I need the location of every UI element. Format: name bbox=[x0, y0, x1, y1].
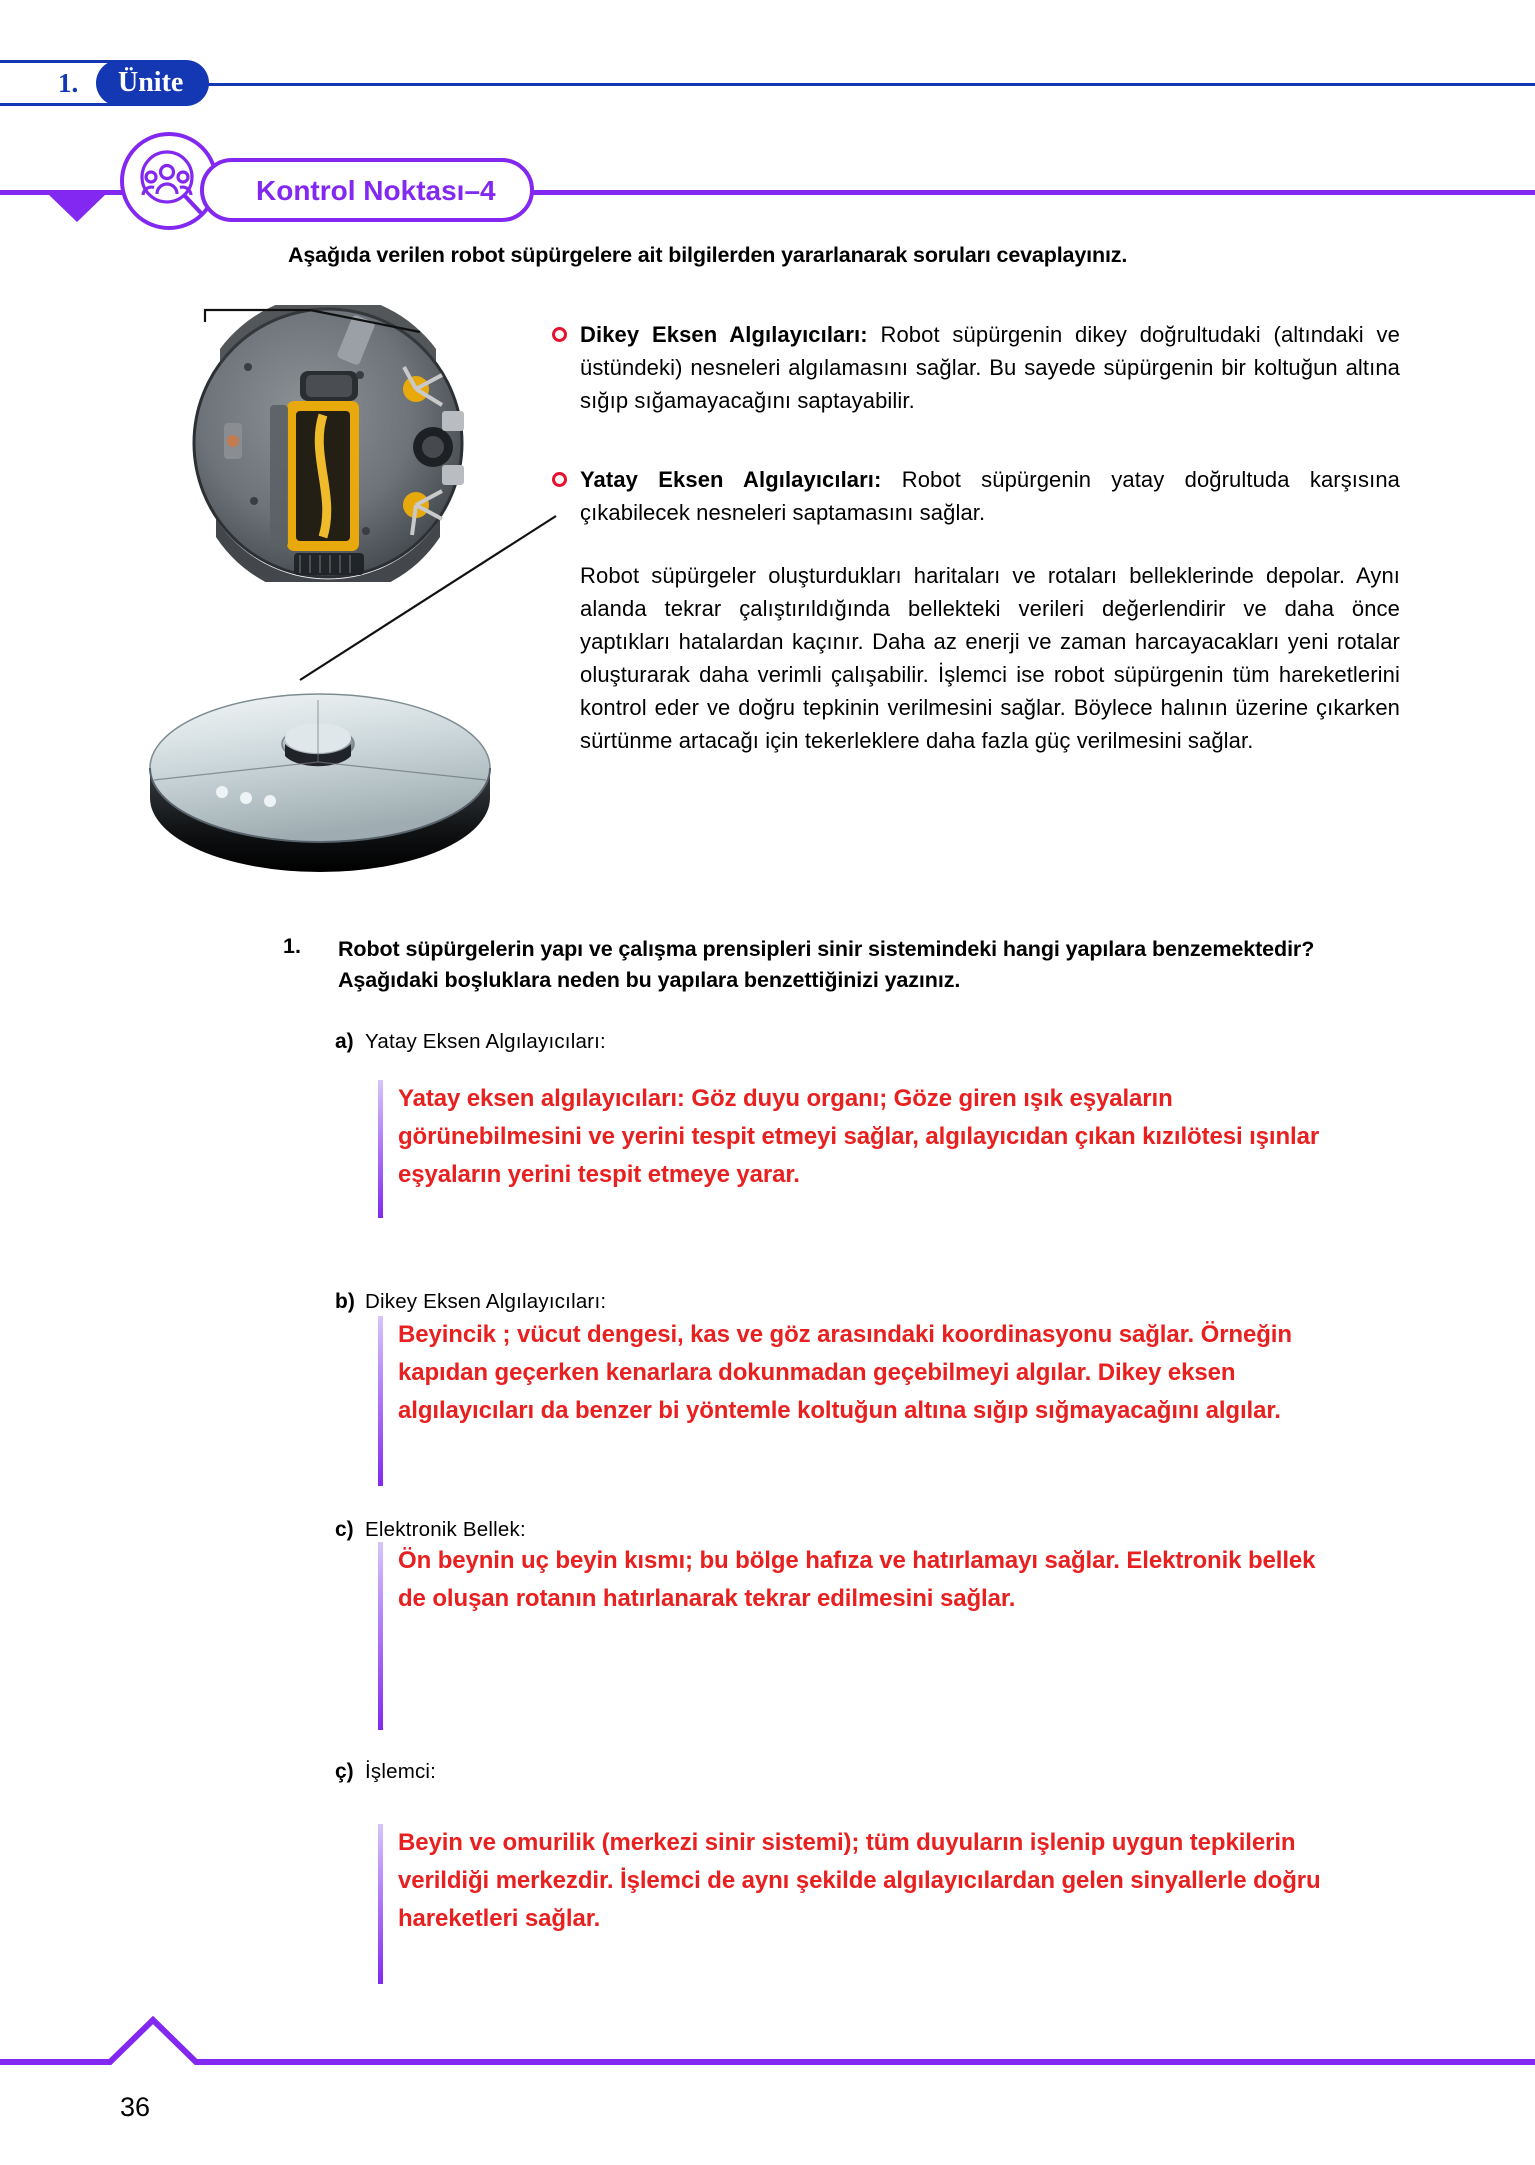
info-body-memory: Robot süpürgeler oluşturdukları haritaları ve rotaları belleklerinde depolar. Aynı alanda tekrar çalıştırıldığında bellekteki verileri değerlendirir ve daha önce yaptıkları hatalardan kaçınır. Daha az enerji ve zaman harcayacakları yeni rotalar oluşturarak daha verimli çalışabilir. İşlemci ise robot süpürgenin tüm hareketlerini kontrol eder ve doğru tepkinin verilmesini sağlar. Böylece halının üzerine çıkarken sürtünme artacağı için tekerleklere daha fazla güç verilmesini sağlar. bbox=[580, 563, 1400, 753]
sub-letter-a: a) bbox=[335, 1030, 354, 1053]
sub-label-c: Elektronik Bellek: bbox=[365, 1518, 526, 1541]
sub-label-b: Dikey Eksen Algılayıcıları: bbox=[365, 1290, 607, 1313]
info-body-dikey: Robot süpürgenin dikey doğrultudaki (altındaki ve üstündeki) nesneleri algılamasını sağlar. Bu sayede süpürgenin bir koltuğun altına sığıp sığamayacağını saptayabilir. bbox=[580, 322, 1400, 413]
checkpoint-title: Kontrol Noktası–4 bbox=[200, 158, 534, 222]
sub-letter-c: c) bbox=[335, 1518, 354, 1541]
sub-letter-c-cedilla: ç) bbox=[335, 1760, 354, 1783]
info-heading-yatay: Yatay Eksen Algılayıcıları: bbox=[580, 467, 882, 492]
unit-label: Ünite bbox=[96, 60, 209, 106]
answer-text-c-cedilla: Beyin ve omurilik (merkezi sinir sistemi); tüm duyuların işlenip uygun tepkilerin verildiği merkezdir. İşlemci de aynı şekilde algılayıcılardan gelen sinyallerle doğru hareketleri sağlar. bbox=[398, 1829, 1321, 1932]
question-number: 1. bbox=[283, 934, 301, 958]
sub-letter-b: b) bbox=[335, 1290, 355, 1313]
answer-text-c: Ön beynin uç beyin kısmı; bu bölge hafıza ve hatırlamayı sağlar. Elektronik bellek de oluşan rotanın hatırlanarak tekrar edilmesini sağlar. bbox=[398, 1547, 1316, 1612]
sub-label-c-cedilla: İşlemci: bbox=[365, 1760, 437, 1783]
page-number: 36 bbox=[120, 2092, 151, 2122]
unit-number: 1. bbox=[58, 68, 79, 98]
sub-label-a: Yatay Eksen Algılayıcıları: bbox=[365, 1030, 606, 1053]
question-text: Robot süpürgelerin yapı ve çalışma prensipleri sinir sistemindeki hangi yapılara benzemektedir? Aşağıdaki boşluklara neden bu yapılara benzettiğinizi yazınız. bbox=[338, 937, 1315, 992]
answer-text-a: Yatay eksen algılayıcıları: Göz duyu organı; Göze giren ışık eşyaların görünebilmesini ve yerini tespit etmeyi sağlar, algılayıcıdan çıkan kızılötesi ışınlar eşyaların yerini tespit etmeye yarar. bbox=[398, 1085, 1320, 1188]
answer-text-b: Beyincik ; vücut dengesi, kas ve göz arasındaki koordinasyonu sağlar. Örneğin kapıdan geçerken kenarlara dokunmadan geçebilmeyi algılar. Dikey eksen algılayıcıları da benzer bi yöntemle koltuğun altına sığıp sığmayacağını algılar. bbox=[398, 1321, 1292, 1424]
info-heading-dikey: Dikey Eksen Algılayıcıları: bbox=[580, 322, 868, 347]
info-body-yatay: Robot süpürgenin yatay doğrultuda karşısına çıkabilecek nesneleri saptamasını sağlar. bbox=[580, 467, 1400, 525]
intro-instruction: Aşağıda verilen robot süpürgelere ait bilgilerden yararlanarak soruları cevaplayınız. bbox=[288, 243, 1128, 267]
